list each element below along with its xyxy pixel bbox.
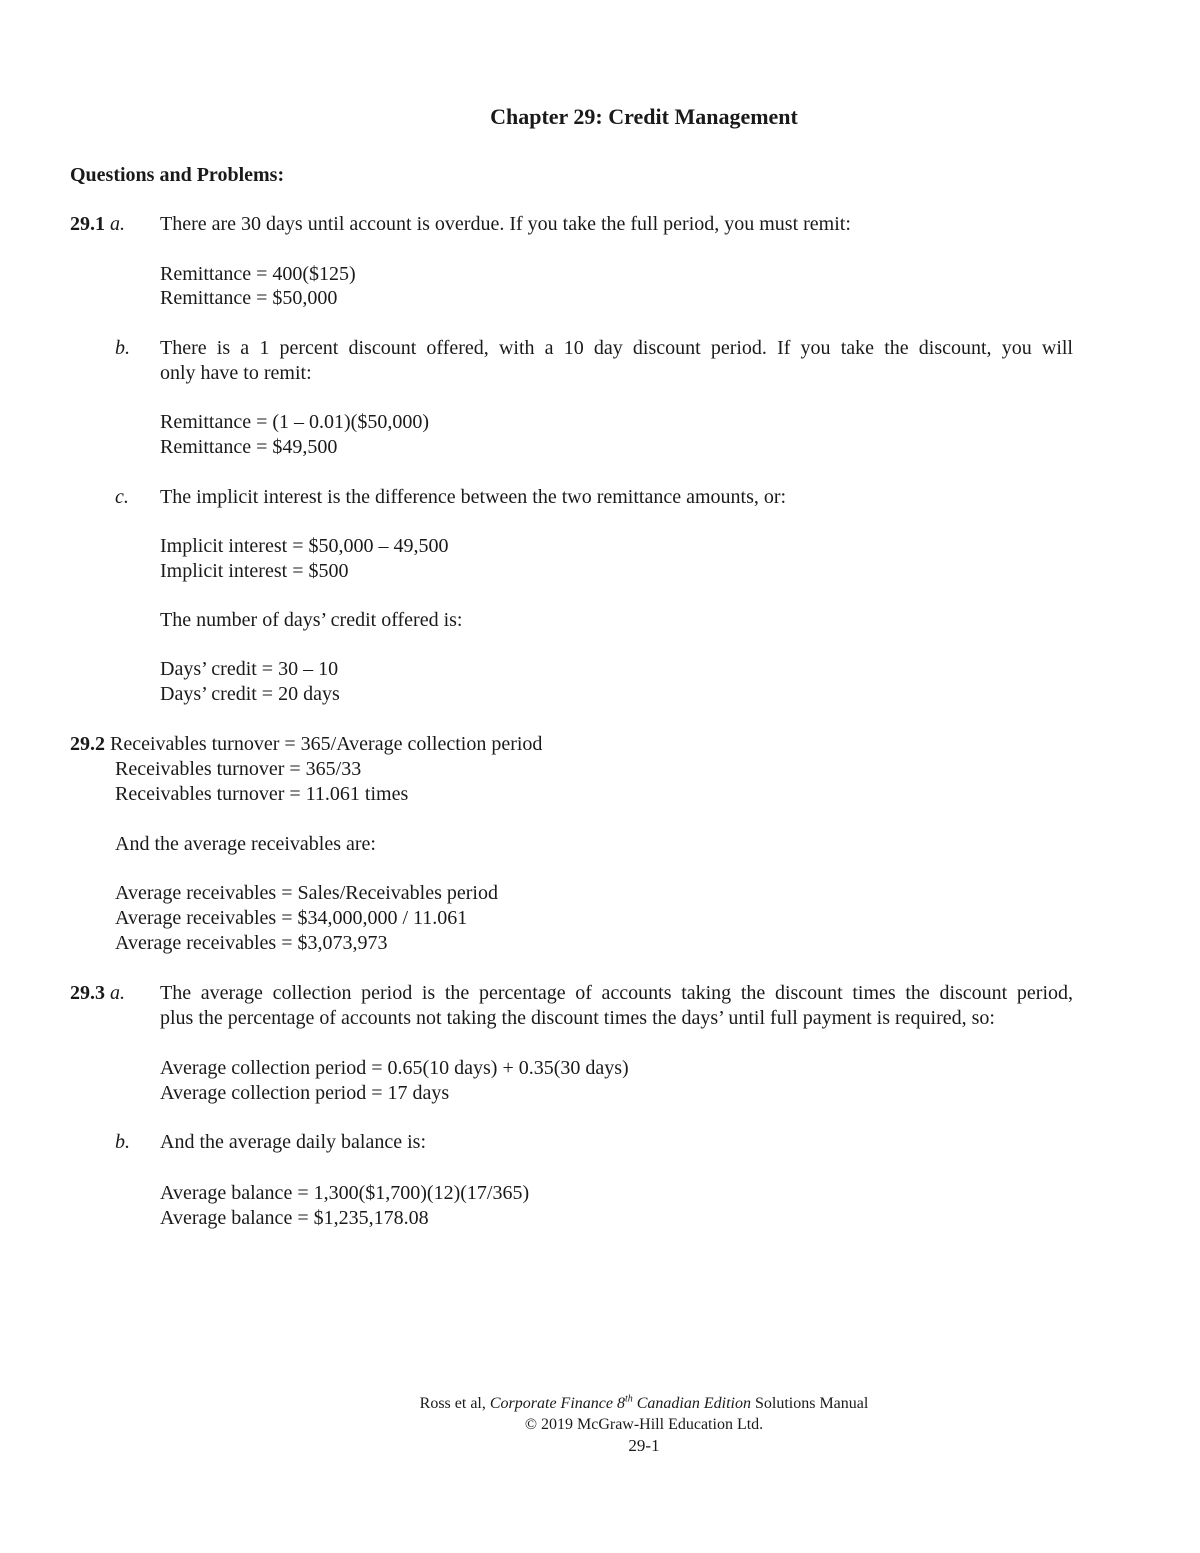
equation: Average collection period = 17 days <box>160 1082 450 1104</box>
part-letter: b. <box>115 1131 130 1153</box>
equation: Average receivables = Sales/Receivables period <box>115 882 498 904</box>
equation: Receivables turnover = 365/33 <box>115 758 362 780</box>
equation: Remittance = $49,500 <box>160 436 338 458</box>
equation: Average collection period = 0.65(10 days) + 0.35(30 days) <box>160 1057 629 1079</box>
equation: Implicit interest = $50,000 – 49,500 <box>160 535 449 557</box>
part-letter: a. <box>110 982 125 1004</box>
section-heading: Questions and Problems: <box>70 164 285 186</box>
equation: Remittance = (1 – 0.01)($50,000) <box>160 411 429 433</box>
page-title: Chapter 29: Credit Management <box>490 104 798 129</box>
page-number: 29-1 <box>628 1436 660 1455</box>
paragraph: And the average daily balance is: <box>160 1131 426 1153</box>
equation: Remittance = 400($125) <box>160 263 356 285</box>
problem-number: 29.1 <box>70 213 105 235</box>
footer-citation <box>0 1394 1200 1414</box>
footer-copyright: © 2019 McGraw-Hill Education Ltd. <box>524 1416 764 1433</box>
problem-29-1a-text: There are 30 days until account is overdue. If you take the full period, you must remit: <box>160 213 851 235</box>
equation: Average receivables = $34,000,000 / 11.061 <box>115 907 468 929</box>
equation: Implicit interest = $500 <box>160 560 349 582</box>
problem-29-1c-text: The implicit interest is the difference between the two remittance amounts, or: <box>160 486 787 508</box>
equation: Receivables turnover = 365/Average collection period <box>110 733 543 755</box>
footer-book-title: Corporate Finance 8th Canadian Edition <box>489 1393 751 1412</box>
footer-authors: Ross et al, <box>419 1395 490 1412</box>
problem-29-2-row <box>70 732 542 756</box>
part-letter: b. <box>115 337 130 359</box>
part-letter: c. <box>115 486 129 508</box>
equation: Average balance = $1,235,178.08 <box>160 1207 429 1229</box>
part-letter: a. <box>110 213 125 235</box>
problem-29-1b-text-line1: There is a 1 percent discount offered, with a 10 day discount period. If you take the discount, you will <box>160 337 1073 359</box>
equation: Receivables turnover = 11.061 times <box>115 783 409 805</box>
problem-number: 29.3 <box>70 982 105 1004</box>
equation: Remittance = $50,000 <box>160 287 338 309</box>
problem-number: 29.2 <box>70 733 105 755</box>
paragraph: And the average receivables are: <box>115 833 376 855</box>
problem-29-1-label <box>70 212 125 236</box>
equation: Average balance = 1,300($1,700)(12)(17/365) <box>160 1182 530 1204</box>
equation: Days’ credit = 30 – 10 <box>160 658 339 680</box>
problem-29-3-label <box>70 981 125 1005</box>
problem-29-3a-text-line2: plus the percentage of accounts not taking the discount times the days’ until full payment is required, so: <box>160 1007 995 1029</box>
paragraph: The number of days’ credit offered is: <box>160 609 463 631</box>
equation: Average receivables = $3,073,973 <box>115 932 388 954</box>
problem-29-3a-text-line1: The average collection period is the percentage of accounts taking the discount times the discount period, <box>160 982 1073 1004</box>
equation: Days’ credit = 20 days <box>160 683 340 705</box>
problem-29-1b-text-line2: only have to remit: <box>160 362 312 384</box>
footer-manual: Solutions Manual <box>750 1395 869 1412</box>
